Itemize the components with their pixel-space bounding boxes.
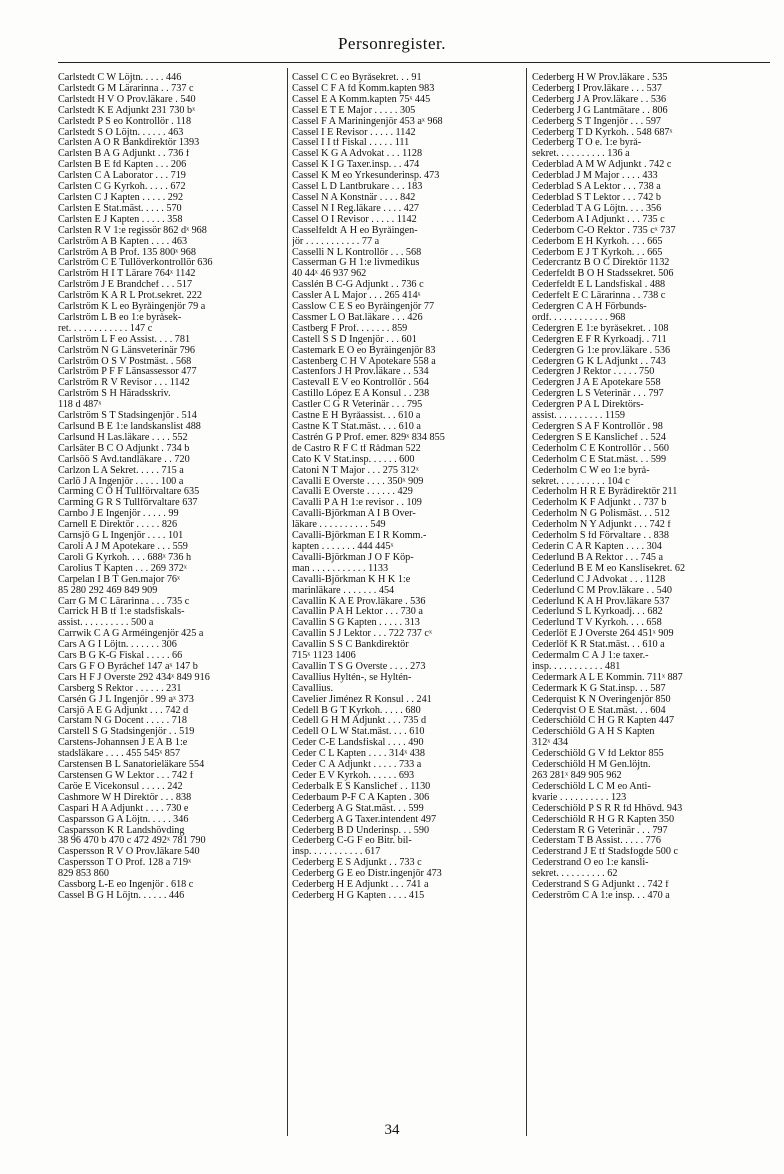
register-entry: Cederberg T O e. 1:e byrå- (532, 138, 642, 149)
register-entry: Cedermark K G Stat.insp. . . 587 (532, 683, 666, 694)
register-entry: Carlsten E Stat.mäst. . . . . 570 (58, 203, 182, 214)
register-entry: Carolius T Kapten . . . 269 372ˣ (58, 563, 187, 574)
register-entry: assist. . . . . . . . . . 500 a (58, 618, 154, 629)
register-entry: Cedergren G K L Adjunkt . . 743 (532, 356, 666, 367)
register-entry: Carming C O H Tullförvaltare 635 (58, 487, 200, 498)
register-entry: Cavallin S S C Bankdirektör (292, 640, 409, 651)
register-entry: Carlsten C J Kapten . . . . . 292 (58, 192, 184, 203)
register-entry: Caroli G Kyrkoh. . . . 688ˣ 736 h (58, 552, 192, 563)
register-entry: insp. . . . . . . . . . . 617 (292, 847, 381, 858)
register-entry: Cederbom E H Kyrkoh. . . . 665 (532, 236, 663, 247)
register-entry: Carlsäter B C O Adjunkt . 734 b (58, 443, 190, 454)
register-entry: Carlstedt H V O Prov.läkare . 540 (58, 94, 196, 105)
register-entry: Cederbaum P-F C A Kapten . 306 (292, 792, 430, 803)
register-entry: Cavalli-Björkman K H K 1:e (292, 574, 411, 585)
register-entry: assist. . . . . . . . . . 1159 (532, 411, 626, 422)
register-entry: Cederholm H R E Byrådirektör 211 (532, 487, 678, 498)
register-entry: Cars B G K-G Fiskal . . . . . 66 (58, 651, 183, 662)
register-entry: Cederin C A R Kapten . . . . 304 (532, 541, 662, 552)
register-entry: Cassel K G A Advokat . . . 1128 (292, 149, 423, 160)
register-entry: 715ˣ 1123 1406 (292, 651, 356, 662)
register-entry: Carlström A B Kapten . . . . 463 (58, 236, 188, 247)
register-entry: Cedell B G T Kyrkoh. . . . . 680 (292, 705, 421, 716)
page-number: 34 (384, 1122, 400, 1138)
register-entry: Carlsten B A G Adjunkt . . 736 f (58, 149, 190, 160)
register-entry: Castne E H Byråassist. . . 610 a (292, 411, 421, 422)
register-entry: Cassel C C eo Byråsekret. . . 91 (292, 73, 422, 83)
register-entry: Cederlöf E J Överste 264 451ˣ 909 (532, 629, 674, 640)
register-entry: Carlström A B Prof. 135 800ˣ 968 (58, 247, 196, 258)
register-entry: Cederberg I Prov.läkare . . . 537 (532, 83, 662, 94)
register-entry: Carrick H B tf 1:e stadsfiskals- (58, 607, 185, 618)
register-entry: 263 281ˣ 849 905 962 (532, 771, 622, 781)
register-entry: Cedermalm C Å J 1:e taxer.- (532, 651, 649, 662)
register-entry: Carlstedt P S eo Kontrollör . 118 (58, 116, 192, 127)
register-entry: 312ˣ 434 (532, 738, 569, 749)
register-entry: sekret. . . . . . . . . . 136 a (532, 149, 630, 160)
register-entry: Casslow C E S eo Byråingenjör 77 (292, 302, 435, 313)
register-entry: Cavallin P A H Lektor . . . 730 a (292, 607, 423, 618)
register-entry: Carlsten E J Kapten . . . . . 358 (58, 214, 183, 225)
register-entry: Cederlund B E M eo Kanslisekret. 62 (532, 563, 686, 574)
register-entry: Cederholm N Y Adjunkt . . . 742 f (532, 520, 671, 531)
register-entry: Cederberg G E eo Distr.ingenjör 473 (292, 869, 442, 880)
register-entry: Cedergren P A L Direktörs- (532, 400, 644, 411)
register-entry: Cedergren E F R Kyrkoadj. . 711 (532, 334, 667, 345)
register-column-1 (58, 73, 290, 902)
register-entry: insp. . . . . . . . . . . 481 (532, 661, 621, 672)
register-entry: Carlsöö S Avd.tandläkare . . 720 (58, 454, 190, 465)
register-entry: Cederschiöld G A H S Kapten (532, 727, 655, 738)
register-entry: Cars G F O Byråchef 147 aˣ 147 b (58, 661, 198, 672)
register-entry: Cederberg H E Adjunkt . . . 741 a (292, 880, 429, 891)
register-entry: ordf. . . . . . . . . . . . 968 (532, 312, 626, 323)
page-title: Personregister. (337, 34, 447, 53)
register-entry: Cederberg E S Adjunkt . . 733 c (292, 858, 422, 869)
register-entry: Cassel N I Reg.läkare . . . . 427 (292, 203, 420, 214)
register-entry: Casparsson G A Löjtn. . . . . 346 (58, 814, 189, 825)
register-entry: Casslén B C-G Adjunkt . . 736 c (292, 280, 424, 291)
register-column-2 (292, 73, 524, 902)
register-entry: Carlström N G Länsveterinär 796 (58, 345, 195, 356)
register-entry: Cederschiöld R H G R Kapten 350 (532, 814, 675, 825)
register-entry: Cederbom E J T Kyrkoh. . . 665 (532, 247, 663, 258)
register-entry: Cassel L D Lantbrukare . . . 183 (292, 182, 423, 193)
register-entry: Cederschiöld G V fd Lektor 855 (532, 749, 664, 760)
register-entry: Carlström K L eo Byråingenjör 79 a (58, 302, 206, 313)
register-entry: Cederfelt E C Lärarinna . . 738 c (532, 291, 666, 302)
register-entry: Carlsund H Las.läkare . . . . 552 (58, 432, 188, 443)
register-entry: Carlstedt C W Löjtn. . . . . 446 (58, 73, 182, 83)
register-entry: kvarie . . . . . . . . . . 123 (532, 792, 627, 803)
register-entry: Carlzon L A Sekret. . . . . 715 a (58, 465, 184, 476)
register-entry: Cavallin S G Kapten . . . . . 313 (292, 618, 420, 629)
register-entry: Cederqvist O E Stat.mäst. . . 604 (532, 705, 666, 716)
register-entry: Castemark E O eo Byråingenjör 83 (292, 345, 436, 356)
register-entry: Cassmer L O Bat.läkare . . . 426 (292, 312, 423, 323)
register-entry: Caspersson R V O Prov.läkare 540 (58, 847, 200, 858)
register-entry: Ceder E V Kyrkoh. . . . . . 693 (292, 771, 415, 781)
register-entry: Carlström L F eo Assist. . . . 781 (58, 334, 191, 345)
register-entry: Carstens-Johannsen J E A B 1:e (58, 738, 188, 749)
register-entry: Cavallius. (292, 683, 334, 694)
register-entry: Cassborg L-E eo Ingenjör . 618 c (58, 880, 194, 891)
register-entry: Cavalli-Björkman A I B Över- (292, 509, 416, 520)
register-entry: Carlsten A O R Bankdirektör 1393 (58, 138, 200, 149)
register-entry: Carpelan I B T Gen.major 76ˣ (58, 574, 180, 585)
register-entry: Carlstedt S O Löjtn. . . . . . 463 (58, 127, 184, 138)
register-entry: Cato K V Stat.insp. . . . . . 600 (292, 454, 415, 465)
register-entry: Cederberg J A Prov.läkare . . 536 (532, 94, 667, 105)
register-entry: Ceder C-E Landsfiskal . . . . 490 (292, 738, 424, 749)
register-entry: Cederholm C E Kontrollör . . 560 (532, 443, 669, 454)
register-entry: Cederberg S T Ingenjör . . . 597 (532, 116, 662, 127)
register-entry: Carming G R S Tullförvaltare 637 (58, 498, 198, 509)
register-entry: Cedell G H M Adjunkt . . . 735 d (292, 716, 427, 727)
register-entry: Cederlund C M Prov.läkare . . 540 (532, 585, 672, 596)
register-entry: Castler C G R Veterinär . . . 795 (292, 400, 423, 411)
register-entry: Cederstrand S G Adjunkt . . 742 f (532, 880, 669, 891)
register-entry: Cedell O L W Stat.mäst. . . . 610 (292, 727, 425, 738)
register-entry: Cederberg J G Lantmätare . . 806 (532, 105, 668, 116)
register-entry: Cassel I I tf Fiskal . . . . . 111 (292, 138, 410, 149)
register-entry: Cederstrand J E tf Stadsfogde 500 c (532, 847, 678, 858)
register-entry: Carsberg S Rektor . . . . . . 231 (58, 683, 182, 694)
register-entry: Cederlund K A H Prov.läkare 537 (532, 596, 670, 607)
register-entry: Cassel K M eo Yrkesunderinsp. 473 (292, 171, 440, 182)
register-entry: Cederstrand O eo 1:e kansli- (532, 858, 649, 869)
register-entry: Castevall E V eo Kontrollör . 564 (292, 378, 429, 389)
register-entry: Carlström L B eo 1:e byråsek- (58, 312, 182, 323)
register-entry: Cederholm C E Stat.mäst. . . 599 (532, 454, 667, 465)
register-entry: Cederschiöld C H G R Kapten 447 (532, 716, 675, 727)
register-entry: Carnell E Direktör . . . . . 826 (58, 520, 178, 531)
register-entry: Cederlund T V Kyrkoh. . . . 658 (532, 618, 662, 629)
register-entry: Cederfeldt B O H Stadssekret. 506 (532, 269, 674, 280)
register-entry: Cederberg A G Taxer.intendent 497 (292, 814, 437, 825)
register-entry: Casparsson K R Landshövding (58, 825, 185, 836)
register-entry: Cassel E T E Major . . . . . 305 (292, 105, 416, 116)
register-entry: Cedercrantz B O C Direktör 1132 (532, 258, 670, 269)
register-entry: Cederblad A M W Adjunkt . 742 c (532, 160, 672, 171)
register-entry: Cedergren L S Veterinär . . . 797 (532, 389, 664, 400)
register-entry: stadsläkare . . . . 455 545ˣ 857 (58, 749, 181, 760)
register-entry: Carsjö A E G Adjunkt . . . 742 d (58, 705, 189, 716)
register-entry: Cassel I E Revisor . . . . . 1142 (292, 127, 416, 138)
register-entry: Cederblad S T Lektor . . . 742 b (532, 192, 661, 203)
register-entry: Cederfeldt E L Landsfiskal . 488 (532, 280, 666, 291)
register-entry: Carlström P F F Länsassessor 477 (58, 367, 197, 378)
register-entry: Ceder C Å Adjunkt . . . . . 733 a (292, 760, 422, 771)
register-entry: Cederlöf K R Stat.mäst. . . 610 a (532, 640, 665, 651)
register-entry: Carlström S T Stadsingenjör . 514 (58, 411, 197, 422)
register-entry: Cedergren J A E Apotekare 558 (532, 378, 661, 389)
register-entry: Cavelier Jiménez R Konsul . . 241 (292, 694, 432, 705)
register-entry: Castenberg C H V Apotekare 558 a (292, 356, 436, 367)
register-entry: Castell S S D Ingenjör . . . 601 (292, 334, 417, 345)
register-entry: Cederholm N G Polismäst. . . 512 (532, 509, 670, 520)
register-entry: Cederbalk E S Kanslichef . . 1130 (292, 781, 431, 792)
register-entry: Ceder C L Kapten . . . . 314ˣ 438 (292, 749, 425, 760)
register-entry: Carlö J A Ingenjör . . . . . 100 a (58, 476, 184, 487)
register-entry: Cederberg T D Kyrkoh. . 548 687ˣ (532, 127, 673, 138)
register-entry: Carsén G J L Ingenjör . 99 aˣ 373 (58, 694, 194, 705)
register-entry: Carlsund B E 1:e landskanslist 488 (58, 422, 201, 432)
register-entry: Carlström H I T Lärare 764ˣ 1142 (58, 269, 196, 280)
register-entry: Cassel C F A fd Komm.kapten 983 (292, 83, 435, 94)
register-entry: Castrén G P Prof. emer. 829ˣ 834 855 (292, 432, 445, 443)
register-entry: Cederstam R G Veterinär . . . 797 (532, 825, 668, 836)
register-entry: Cederschiöld H M Gen.löjtn. (532, 760, 651, 771)
register-entry: Casselli N L Kontrollör . . . 568 (292, 247, 422, 258)
register-entry: Cashmore W H Direktör . . . 838 (58, 792, 192, 803)
register-entry: Caroli A J M Apotekare . . . 559 (58, 541, 188, 552)
register-entry: Carlsten C G Kyrkoh. . . . . 672 (58, 182, 186, 193)
register-entry: Carlstedt K E Adjunkt 231 730 bˣ (58, 105, 196, 116)
register-entry: Carlsten R V 1:e regissör 862 dˣ 968 (58, 225, 207, 236)
register-entry: ret. . . . . . . . . . . . 147 c (58, 323, 153, 334)
register-entry: Cedergren C A H Förbunds- (532, 302, 647, 313)
register-entry: Carrwik C A G Arméingenjör 425 a (58, 629, 204, 640)
register-entry: jör . . . . . . . . . . . 77 a (292, 236, 380, 247)
register-entry: Caspersson T O Prof. 128 a 719ˣ (58, 858, 192, 869)
register-entry: 85 280 292 469 849 909 (58, 585, 158, 596)
register-entry: Caspari H A Adjunkt . . . . 730 e (58, 803, 189, 814)
register-entry: Casselfeldt Å H eo Byråingen- (292, 225, 418, 236)
register-entry: Cederschiöld P S R R fd Hhövd. 943 (532, 803, 683, 814)
register-entry: Cedergren G 1:e prov.läkare . 536 (532, 345, 671, 356)
register-entry: Cassel K I G Taxer.insp. . . 474 (292, 160, 420, 171)
register-entry: Carstensen B L Sanatorieläkare 554 (58, 760, 205, 771)
register-entry: Cavalli E Överste . . . . . . 429 (292, 487, 413, 498)
register-entry: Cassel B G H Löjtn. . . . . . 446 (58, 890, 185, 901)
register-entry: läkare . . . . . . . . . . 549 (292, 520, 386, 531)
register-entry: Cavalli-Björkman E I R Komm.- (292, 531, 427, 542)
register-entry: Cedergren S E Kanslichef . . 524 (532, 432, 666, 443)
register-entry: Cederström C A 1:e insp. . . 470 a (532, 890, 670, 901)
column-divider (287, 68, 288, 1136)
register-entry: Carlstedt G M Lärarinna . . 737 c (58, 83, 194, 94)
register-entry: Cederblad J M Major . . . . 433 (532, 171, 658, 182)
register-entry: Cedergren J Rektor . . . . . 750 (532, 367, 655, 378)
register-entry: Carlström C E Tullöverkontrollör 636 (58, 258, 213, 269)
register-entry: Cavalli-Björkman J O F Köp- (292, 552, 414, 563)
register-entry: Cavallin T S G Överste . . . . 273 (292, 661, 426, 672)
register-entry: Cederlund C J Advokat . . . 1128 (532, 574, 666, 585)
register-entry: Carlström J E Brandchef . . . 517 (58, 280, 193, 291)
register-entry: man . . . . . . . . . . . 1133 (292, 563, 389, 574)
register-entry: Cedergren S A F Kontrollör . 98 (532, 422, 663, 432)
register-entry: Carlström K A R L Prot.sekret. 222 (58, 291, 202, 302)
register-entry: Castberg F Prof. . . . . . . 859 (292, 323, 408, 334)
register-entry: Carlsten B E fd Kapten . . . 206 (58, 160, 187, 171)
register-entry: Carnbo J E Ingenjör . . . . . 99 (58, 509, 179, 520)
register-entry: Cassel Ö I Revisor . . . . . 1142 (292, 214, 417, 225)
column-divider (526, 68, 527, 1136)
register-entry: Cassler A L Major . . . 265 414ˣ (292, 291, 421, 302)
register-entry: 40 44ˣ 46 937 962 (292, 269, 367, 280)
register-entry: Cederlund B A Rektor . . . 745 a (532, 552, 664, 563)
register-entry: Cavalli E Överste . . . . 350ˣ 909 (292, 476, 424, 487)
register-entry: Castenfors J H Prov.läkare . . 534 (292, 367, 429, 378)
register-entry: Cederlund S L Kyrkoadj. . . 682 (532, 607, 663, 618)
register-entry: Casserman G H 1:e livmedikus (292, 258, 420, 269)
register-entry: 829 853 860 (58, 869, 109, 880)
register-entry: Carlström R V Revisor . . . 1142 (58, 378, 190, 389)
register-entry: sekret. . . . . . . . . . 104 c (532, 476, 630, 487)
register-entry: 38 96 470 b 470 c 472 492ˣ 781 790 (58, 836, 206, 847)
register-entry: Cavallius Hyltén-, se Hyltén- (292, 672, 412, 683)
register-entry: Cederberg H G Kapten . . . . 415 (292, 890, 425, 901)
register-entry: Cassel E A Komm.kapten 75ˣ 445 (292, 94, 431, 105)
register-entry: marinläkare . . . . . . . 454 (292, 585, 395, 596)
register-entry: Cederholm C W eo 1:e byrå- (532, 465, 650, 476)
register-entry: Cedergren E 1:e byråsekret. . 108 (532, 323, 669, 334)
register-entry: Cederberg A G Stat.mäst. . . 599 (292, 803, 424, 814)
register-entry: Carstell S G Stadsingenjör . . 519 (58, 727, 195, 738)
register-entry: Carlström O S V Postmäst. . 568 (58, 356, 192, 367)
register-entry: Cederbom A I Adjunkt . . . 735 c (532, 214, 665, 225)
register-entry: Cederberg B D Underinsp. . . 590 (292, 825, 430, 836)
register-entry: de Castro R F C tf Rådman 522 (292, 443, 421, 454)
register-entry: Carr G M C Lärarinna . . . 735 c (58, 596, 190, 607)
register-column-3 (532, 73, 764, 902)
register-entry: Cavallin S J Lektor . . . 722 737 cˣ (292, 629, 432, 640)
register-entry: Catoni N T Major . . . 275 312ˣ (292, 465, 419, 476)
register-entry: Cederblad T A G Löjtn. . . . 356 (532, 203, 662, 214)
register-entry: Castne K T Stat.mäst. . . . 610 a (292, 422, 421, 432)
register-entry: Cederstam T B Assist. . . . . 776 (532, 836, 661, 847)
register-entry: Cederquist K N Överingenjör 850 (532, 694, 671, 705)
register-entry: Cederberg C-G F eo Bitr. bil- (292, 836, 412, 847)
register-entry: Carlström S H Häradsskriv. (58, 389, 171, 400)
register-entry: Caröe E Vicekonsul . . . . . 242 (58, 781, 183, 792)
register-entry: Castillo López E A Konsul . . 238 (292, 389, 430, 400)
register-entry: Cederbom C-O Rektor . 735 cˣ 737 (532, 225, 676, 236)
register-entry: Carnsjö G L Ingenjör . . . . 101 (58, 531, 184, 542)
header-rule (58, 62, 770, 63)
register-entry: Carstensen G W Lektor . . . 742 f (58, 771, 194, 781)
register-entry: Cederholm S fd Förvaltare . . 838 (532, 531, 669, 542)
register-entry: Cassel N A Konstnär . . . . 842 (292, 192, 416, 203)
register-entry: Cederschiöld L C M eo Anti- (532, 781, 651, 792)
register-entry: Cavalli P A H 1:e revisor . . 109 (292, 498, 422, 509)
register-entry: Cederholm K F Adjunkt . . 737 b (532, 498, 667, 509)
register-entry: 118 d 487ˣ (58, 400, 102, 411)
register-entry: Cedermark A L E Kommin. 711ˣ 887 (532, 672, 683, 683)
register-entry: Cassel F A Mariningenjör 453 aˣ 968 (292, 116, 443, 127)
register-entry: Cederberg H W Prov.läkare . 535 (532, 73, 668, 83)
register-entry: Carstam N G Docent . . . . . 718 (58, 716, 188, 727)
register-entry: Cars H F J Överste 292 434ˣ 849 916 (58, 672, 210, 683)
register-entry: Cars A G I Löjtn. . . . . . . 306 (58, 640, 177, 651)
register-entry: kapten . . . . . . . 444 445ˣ (292, 541, 394, 552)
register-entry: sekret. . . . . . . . . . 62 (532, 869, 618, 880)
register-entry: Carlsten C A Laborator . . . 719 (58, 171, 186, 182)
register-entry: Cederblad S A Lektor . . . 738 a (532, 182, 661, 193)
register-entry: Cavallin K A E Prov.läkare . 536 (292, 596, 426, 607)
